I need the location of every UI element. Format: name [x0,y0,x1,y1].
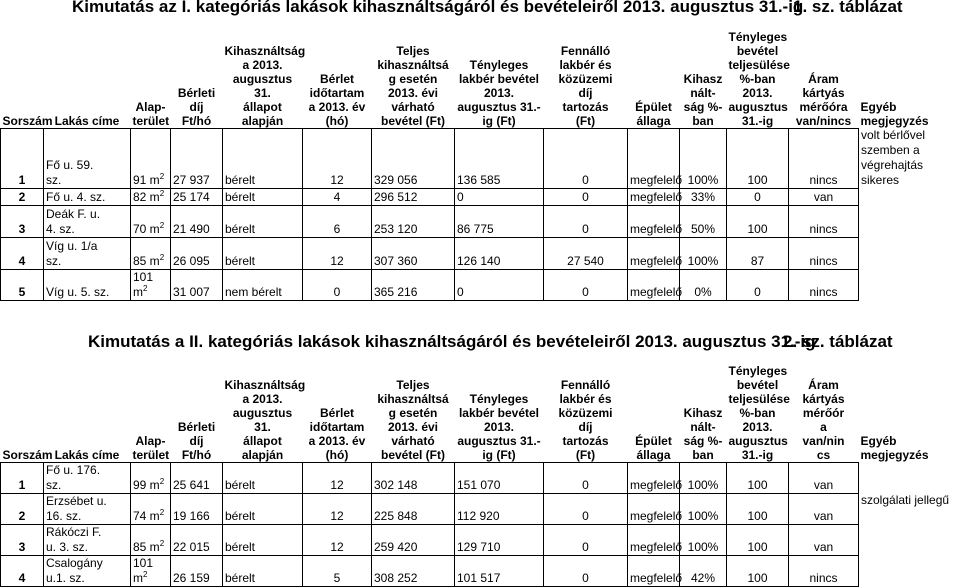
area-unit-superscript: 2 [159,538,165,548]
column-header: Sorszám [2,113,53,128]
debt-cell: 0 [544,188,628,205]
util-cell: 100% [680,128,727,188]
actual-cell: 86 775 [455,205,544,237]
area-unit-superscript: 2 [159,220,165,230]
util-cell: 100% [680,462,727,493]
expected-cell: 296 512 [372,188,455,205]
note-cell [859,188,961,205]
table1-title: Kimutatás az I. kategóriás lakások kihasználtságáról és bevételeiről 2013. augusztus 31.-ig [72,0,804,16]
column-header: Tényleges bevétel teljesülése %-ban 2013. augusztus 31.-ig [728,29,790,128]
column-header: Áram kártyás mérőór a van/nin cs [802,377,845,462]
no-cell: 1 [1,128,44,188]
actual-cell: 0 [455,269,544,300]
months-cell: 6 [303,205,372,237]
area-value: 85 m [133,539,160,554]
address-cell: Deák F. u. 4. sz. [44,205,131,237]
fulfil-cell: 100 [727,128,789,188]
note-cell: szolgálati jellegű [861,493,950,507]
expected-cell: 329 056 [372,128,455,188]
condition-cell: megfelelő [628,462,680,493]
table1 [0,14,961,301]
area-value: 101 m [133,269,154,299]
status-cell: bérelt [223,205,303,237]
note-cell [859,269,961,300]
column-header: Kihasználtság a 2013. augusztus 31. állapot alapján [224,377,306,462]
no-cell: 2 [1,188,44,205]
no-cell: 2 [1,493,44,524]
column-header: Kihasználtság a 2013. augusztus 31. állapot alapján [224,43,306,128]
debt-cell: 27 540 [544,237,628,269]
meter-cell: nincs [789,128,859,188]
address-cell: Fő u. 59. sz. [44,128,131,188]
no-cell: 3 [1,524,44,555]
area-value: 82 m [133,189,160,204]
column-header: Bérleti díj Ft/hó [177,419,216,462]
address-cell: Rákóczi F. u. 3. sz. [44,524,131,555]
area-value: 70 m [133,221,160,236]
column-header: Épület állaga [635,99,672,128]
condition-cell: megfelelő [628,269,680,300]
condition-cell: megfelelő [628,237,680,269]
actual-cell: 101 517 [455,555,544,586]
column-header: Sorszám [2,447,53,462]
rent-cell: 21 490 [171,205,223,237]
table2-title: Kimutatás a II. kategóriás lakások kihasználtságáról és bevételeiről 2013. augusztus 31.-ig [88,332,816,351]
table-row [1,493,961,524]
util-cell: 100% [680,237,727,269]
table-row [1,188,961,205]
area-unit-superscript: 2 [159,171,165,181]
address-cell: Csalogány u.1. sz. [44,555,131,586]
debt-cell: 0 [544,205,628,237]
column-header: Tényleges bevétel teljesülése %-ban 2013. augusztus 31.-ig [728,363,790,462]
table2 [0,352,961,587]
table1-header-row [1,14,961,128]
status-cell: bérelt [223,493,303,524]
rent-cell: 19 166 [171,493,223,524]
column-header: Lakás címe [54,447,120,462]
area-cell [131,555,171,586]
expected-cell: 307 360 [372,237,455,269]
no-cell: 3 [1,205,44,237]
column-header: Tényleges lakbér bevétel 2013. augusztus 31.- ig (Ft) [457,391,541,462]
area-value: 91 m [133,172,160,187]
area-value: 99 m [133,477,160,492]
meter-cell: van [789,493,859,524]
area-value: 74 m [133,508,160,523]
condition-cell: megfelelő [628,205,680,237]
table1-label: 1. sz. táblázat [793,0,903,16]
fulfil-cell: 100 [727,462,789,493]
note-cell [859,555,961,586]
column-header: Áram kártyás mérőóra van/nincs [795,71,852,128]
table-row [1,524,961,555]
no-cell: 4 [1,555,44,586]
area-unit-superscript: 2 [159,507,165,517]
area-unit-superscript: 2 [159,188,165,198]
status-cell: bérelt [223,555,303,586]
meter-cell: van [789,462,859,493]
months-cell: 12 [303,524,372,555]
debt-cell: 0 [544,555,628,586]
rent-cell: 27 937 [171,128,223,188]
util-cell: 0% [680,269,727,300]
column-header: Alap- terület [132,433,170,462]
util-cell: 100% [680,493,727,524]
status-cell: bérelt [223,128,303,188]
note-cell: volt bérlővel szemben a végrehajtás sikeres [861,128,926,187]
no-cell: 5 [1,269,44,300]
meter-cell: nincs [789,237,859,269]
condition-cell: megfelelő [628,555,680,586]
column-header: Bérlet időtartam a 2013. év (hó) [308,71,366,128]
meter-cell: van [789,524,859,555]
address-cell: Fő u. 176. sz. [44,462,131,493]
note-cell [859,205,961,237]
table2-label: 2. sz. táblázat [783,332,893,351]
months-cell: 12 [303,493,372,524]
area-cell [131,128,171,188]
debt-cell: 0 [544,128,628,188]
table-row [1,462,961,493]
area-cell [131,188,171,205]
area-unit-superscript: 2 [159,252,165,262]
no-cell: 4 [1,237,44,269]
expected-cell: 225 848 [372,493,455,524]
months-cell: 12 [303,462,372,493]
debt-cell: 0 [544,493,628,524]
column-header: Lakás címe [54,113,120,128]
util-cell: 42% [680,555,727,586]
area-cell [131,205,171,237]
fulfil-cell: 0 [727,188,789,205]
rent-cell: 25 174 [171,188,223,205]
status-cell: bérelt [223,188,303,205]
area-cell [131,462,171,493]
area-unit-superscript: 2 [143,283,148,293]
area-unit-superscript: 2 [143,569,148,579]
area-value: 101 m [133,555,154,585]
area-cell [131,269,171,300]
rent-cell: 31 007 [171,269,223,300]
column-header: Kihasz nált- ság %- ban [683,71,723,128]
column-header: Egyéb megjegyzés [860,434,929,462]
rent-cell: 26 095 [171,237,223,269]
actual-cell: 112 920 [455,493,544,524]
actual-cell: 136 585 [455,128,544,188]
area-cell [131,237,171,269]
column-header: Épület állaga [635,433,672,462]
fulfil-cell: 100 [727,524,789,555]
column-header: Fennálló lakbér és közüzemi díj tartozás (Ft) [558,377,613,462]
table2-header-row [1,352,961,462]
column-header: Fennálló lakbér és közüzemi díj tartozás (Ft) [558,43,613,128]
address-cell: Erzsébet u. 16. sz. [44,493,131,524]
column-header: Bérlet időtartam a 2013. év (hó) [308,405,366,462]
util-cell: 33% [680,188,727,205]
fulfil-cell: 100 [727,555,789,586]
column-header: Egyéb megjegyzés [860,100,929,128]
fulfil-cell: 100 [727,205,789,237]
meter-cell: van [789,188,859,205]
area-unit-superscript: 2 [159,476,165,486]
condition-cell: megfelelő [628,524,680,555]
condition-cell: megfelelő [628,188,680,205]
months-cell: 12 [303,128,372,188]
actual-cell: 129 710 [455,524,544,555]
actual-cell: 151 070 [455,462,544,493]
expected-cell: 365 216 [372,269,455,300]
util-cell: 50% [680,205,727,237]
expected-cell: 253 120 [372,205,455,237]
condition-cell: megfelelő [628,493,680,524]
months-cell: 12 [303,237,372,269]
months-cell: 5 [303,555,372,586]
actual-cell: 0 [455,188,544,205]
expected-cell: 302 148 [372,462,455,493]
meter-cell: nincs [789,555,859,586]
column-header: Teljes kihasználtsá g esetén 2013. évi várható bevétel (Ft) [377,377,449,462]
status-cell: bérelt [223,237,303,269]
util-cell: 100% [680,524,727,555]
meter-cell: nincs [789,205,859,237]
actual-cell: 126 140 [455,237,544,269]
column-header: Tényleges lakbér bevétel 2013. augusztus 31.- ig (Ft) [457,57,541,128]
expected-cell: 308 252 [372,555,455,586]
table-row [1,237,961,269]
condition-cell: megfelelő [628,128,680,188]
table-row [1,269,961,300]
column-header: Bérleti díj Ft/hó [177,85,216,128]
note-cell [859,237,961,269]
expected-cell: 259 420 [372,524,455,555]
area-value: 85 m [133,253,160,268]
note-cell [859,524,961,555]
note-cell [859,462,961,493]
address-cell: Víg u. 5. sz. [44,269,131,300]
fulfil-cell: 0 [727,269,789,300]
fulfil-cell: 100 [727,493,789,524]
table1-body [1,128,961,300]
table-row [1,205,961,237]
no-cell: 1 [1,462,44,493]
fulfil-cell: 87 [727,237,789,269]
debt-cell: 0 [544,524,628,555]
debt-cell: 0 [544,462,628,493]
debt-cell: 0 [544,269,628,300]
column-header: Alap- terület [132,99,170,128]
address-cell: Fő u. 4. sz. [44,188,131,205]
status-cell: bérelt [223,462,303,493]
column-header: Kihasz nált- ság %- ban [683,405,723,462]
column-header: Teljes kihasználtsá g esetén 2013. évi várható bevétel (Ft) [377,43,449,128]
table-row [1,128,961,188]
months-cell: 4 [303,188,372,205]
rent-cell: 25 641 [171,462,223,493]
area-cell [131,493,171,524]
address-cell: Víg u. 1/a sz. [44,237,131,269]
status-cell: nem bérelt [223,269,303,300]
table-row [1,555,961,586]
status-cell: bérelt [223,524,303,555]
meter-cell: nincs [789,269,859,300]
rent-cell: 26 159 [171,555,223,586]
rent-cell: 22 015 [171,524,223,555]
table2-body [1,462,961,586]
area-cell [131,524,171,555]
months-cell: 0 [303,269,372,300]
